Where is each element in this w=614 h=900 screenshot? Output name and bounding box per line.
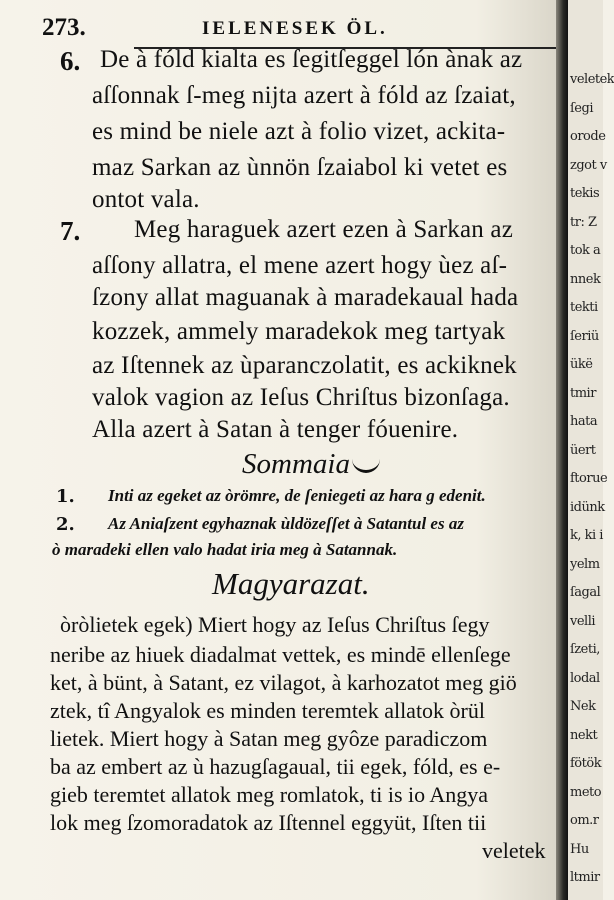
verse-line: ontot vala. <box>92 186 200 213</box>
verse-line: ſzony allat maguanak à maradekaual hada <box>92 284 519 311</box>
book-gutter <box>556 0 568 900</box>
explanation-line: gieb teremtet allatok meg romlatok, ti is io Angya <box>50 782 489 807</box>
facing-page-fragment: ſegi <box>570 100 593 116</box>
explanation-line: ba az embert az ù hazugſagaual, tii egek, fóld, es e- <box>50 754 501 779</box>
verse-line: aſſonnak ſ-meg nijta azert à fóld az ſzaiat, <box>92 82 516 109</box>
facing-page-fragment: ſzeti, <box>570 642 600 657</box>
facing-page-fragment: fötök <box>570 756 602 771</box>
verse-line: kozzek, ammely maradekok meg tartyak <box>92 318 506 345</box>
facing-page-fragment: velli <box>570 613 596 629</box>
summary-line: Az Aniaſzent egyhaznak ùldözeſſet à Satantul es az <box>108 514 464 533</box>
verse-line: az Iſtennek az ùparanczolatit, es ackiknek <box>92 352 517 379</box>
verse-line: aſſony allatra, el mene azert hogy ùez aſ- <box>92 252 508 279</box>
summary-line: Inti az egeket az òrömre, de ſeniegeti az hara g edenit. <box>108 486 486 505</box>
verse-line: De à fóld kialta es ſegitſeggel lón ànak az <box>100 46 523 73</box>
facing-page-fragment: nekt <box>570 727 598 743</box>
explanation-heading: Magyarazat. <box>212 566 370 601</box>
facing-page-fragment: tekis <box>570 186 600 201</box>
summary-heading: Sommaia <box>242 448 380 481</box>
facing-page-fragment: ftorue <box>570 471 608 486</box>
facing-page-fragment: tok a <box>570 243 601 258</box>
facing-page-fragment: ſeriü <box>570 328 599 344</box>
facing-page-fragment: ltmir <box>570 870 600 885</box>
facing-page-fragment: Hu <box>570 841 589 857</box>
facing-page-fragment: nnek <box>570 271 601 287</box>
explanation-line: ket, à bünt, à Satant, ez vilagot, à karhozatot meg giö <box>50 670 517 695</box>
heading-flourish <box>352 458 380 473</box>
facing-page-fragment: idünk <box>570 499 605 515</box>
verse-number: 6. <box>60 46 81 76</box>
verse-line: es mind be niele azt à folio vizet, ackita- <box>92 118 506 145</box>
facing-page-fragment: Nek <box>570 699 596 714</box>
facing-page-fragment: ſagal <box>570 585 601 600</box>
facing-page-fragment: üert <box>570 442 596 458</box>
explanation-line: lok meg ſzomoradatok az Iſtennel eggyüt, Iſten tii <box>50 810 487 835</box>
facing-page-fragment: ükë <box>570 357 593 372</box>
facing-page-fragment: meto <box>570 784 602 800</box>
facing-page-fragment: orode <box>570 129 606 144</box>
facing-page-fragment: yelm <box>570 556 600 572</box>
facing-page-fragment: zgot v <box>570 157 607 173</box>
facing-page-fragment: veletek <box>570 72 614 87</box>
facing-page-fragment: lodal <box>570 670 600 686</box>
facing-page-fragment: k, ki i <box>570 528 603 543</box>
facing-page-fragment: tmir <box>570 385 596 401</box>
explanation-line: lietek. Miert hogy à Satan meg gyôze paradiczom <box>50 726 488 751</box>
verse-line: Alla azert à Satan à tenger fóuenire. <box>92 416 459 443</box>
summary-number: 2. <box>56 514 75 535</box>
explanation-line: veletek <box>482 838 546 863</box>
explanation-line: òròlietek egek) Miert hogy az Ieſus Chriſtus ſegy <box>60 612 490 637</box>
facing-page-fragment: hata <box>570 414 598 429</box>
verse-line: maz Sarkan az ùnnön ſzaiabol ki vetet es <box>92 154 508 181</box>
explanation-line: ztek, tî Angyalok es minden teremtek allatok òrül <box>50 698 485 723</box>
page-number: 273. <box>42 14 86 41</box>
facing-page-fragment: tr: Z <box>570 214 597 230</box>
page-header <box>42 14 542 44</box>
verse-number: 7. <box>60 216 81 246</box>
facing-page-fragment: om.r <box>570 813 599 828</box>
summary-number: 1. <box>56 486 75 507</box>
explanation-line: neribe az hiuek diadalmat vettek, es mindē ellenſege <box>50 642 511 667</box>
facing-page-fragment: tekti <box>570 300 598 315</box>
verse-line: Meg haraguek azert ezen à Sarkan az <box>134 216 513 243</box>
verse-line: valok vagion az Ieſus Chriſtus bizonſaga. <box>92 384 510 411</box>
facing-page-edge <box>568 0 614 900</box>
running-title: IELENESEK ÖL. <box>202 18 388 39</box>
summary-line: ò maradeki ellen valo hadat iria meg à Satannak. <box>52 540 398 559</box>
